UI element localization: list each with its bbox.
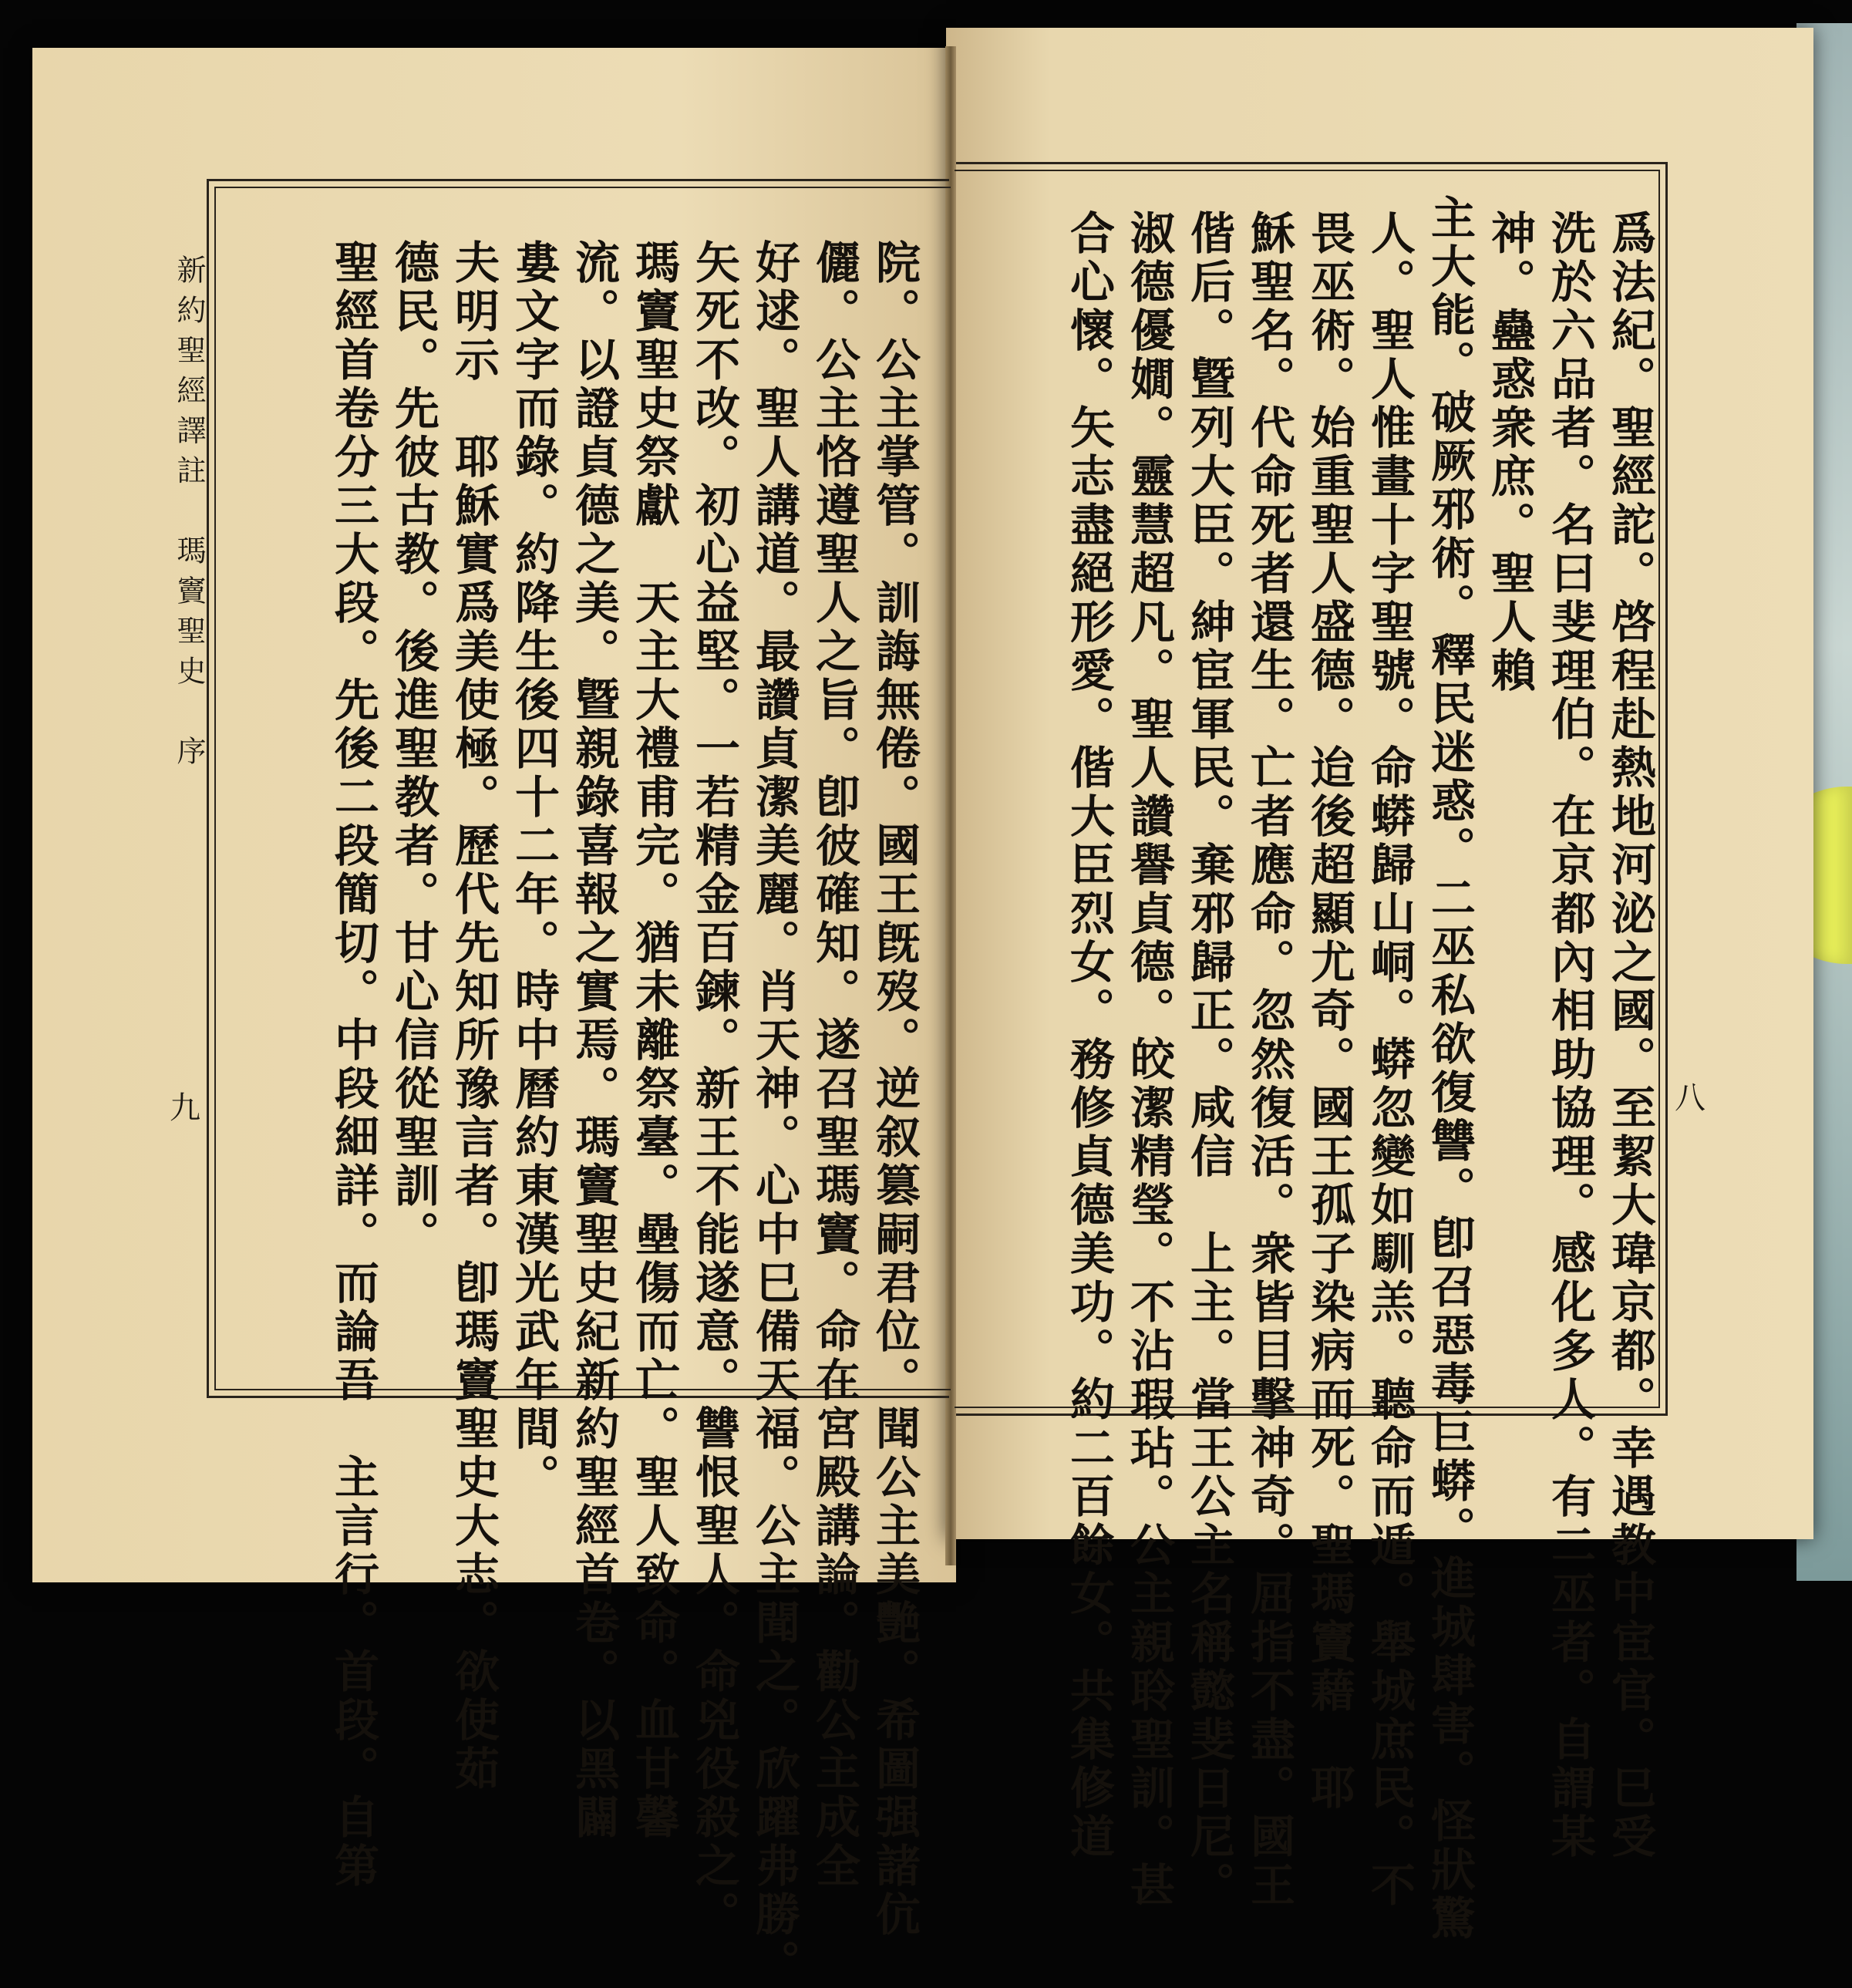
left-col-6: 流。以證貞德之美。曁親錄喜報之實焉。瑪竇聖史紀新約聖經首卷。以黑闢 [567, 239, 620, 1842]
right-col-4: 主大能。破厥邪術。釋民迷惑。二巫私欲復讐。卽召惡毒巨蟒。進城肆害。怪狀驚 [1423, 194, 1476, 1943]
left-col-2: 儷。公主恪遵聖人之旨。卽彼確知。遂召聖瑪竇。命在宮殿講論。勸公主成全 [808, 239, 860, 1891]
left-col-10: 聖經首卷分三大段。先後二段簡切。中段細詳。而論吾 主言行。首段。自第 [327, 239, 379, 1891]
right-col-5: 人。聖人惟畫十字聖號。命蟒歸山峒。蟒忽變如馴羔。聽命而遁。舉城庶民。不 [1363, 210, 1416, 1910]
right-col-1: 爲法紀。聖經詑。啓程赴熱地河泌之國。至絜大瑋京都。幸遇教中宦官。巳受 [1604, 210, 1656, 1862]
left-col-3: 好逑。聖人講道。最讚貞潔美麗。肖天神。心中巳備天福。公主聞之。欣躍弗勝。 [748, 239, 800, 1988]
right-col-10: 合心懷。矢志盡絕形愛。偕大臣烈女。務修貞德美功。約二百餘女。共集修道 [1062, 210, 1115, 1862]
right-col-8: 偕后。曁列大臣。紳宦軍民。棄邪歸正。咸信 上主。當王公主名稱懿斐日尼。 [1183, 210, 1235, 1910]
right-col-3: 神。蠱惑衆庶。聖人賴 [1483, 210, 1536, 696]
right-col-9: 淑德優嫺。靈慧超凡。聖人讚譽貞德。皎潔精瑩。不沾瑕玷。公主親聆聖訓。甚 [1123, 210, 1175, 1910]
left-col-7: 婁文字而錄。約降生後四十二年。時中曆約東漢光武年間。 [507, 239, 560, 1502]
left-col-4: 矢死不改。初心益堅。一若精金百鍊。新王不能遂意。讐恨聖人。命兇役殺之。 [688, 239, 740, 1939]
left-col-9: 德民。先彼古教。後進聖教者。甘心信從聖訓。 [387, 239, 439, 1259]
right-col-2: 洗於六品者。名曰斐理伯。在京都內相助協理。感化多人。有二巫者。自謂某 [1544, 210, 1596, 1862]
right-page-number: 八 [1675, 1080, 1706, 1116]
margin-running-title: 新約聖經譯註 瑪竇聖史 序 [172, 254, 206, 776]
left-col-1: 院。公主掌管。訓誨無倦。國王旣歿。逆叙篡嗣君位。聞公主美艷。希圖强諸伉 [868, 239, 921, 1939]
right-col-7: 穌聖名。代命死者還生。亡者應命。忽然復活。衆皆目擊神奇。屈指不盡。國王 [1243, 210, 1295, 1910]
right-col-6: 畏巫術。始重聖人盛德。迨後超顯尤奇。國王孤子染病而死。聖瑪竇藉 耶 [1303, 210, 1355, 1813]
left-col-8: 夫明示 耶穌實爲美使極。歷代先知所豫言者。卽瑪竇聖史大志。欲使茹 [447, 239, 500, 1794]
left-col-5: 瑪竇聖史祭獻 天主大禮甫完。猶未離祭臺。壘傷而亡。聖人致命。血甘馨 [628, 239, 680, 1842]
left-page-number: 九 [170, 1090, 200, 1126]
